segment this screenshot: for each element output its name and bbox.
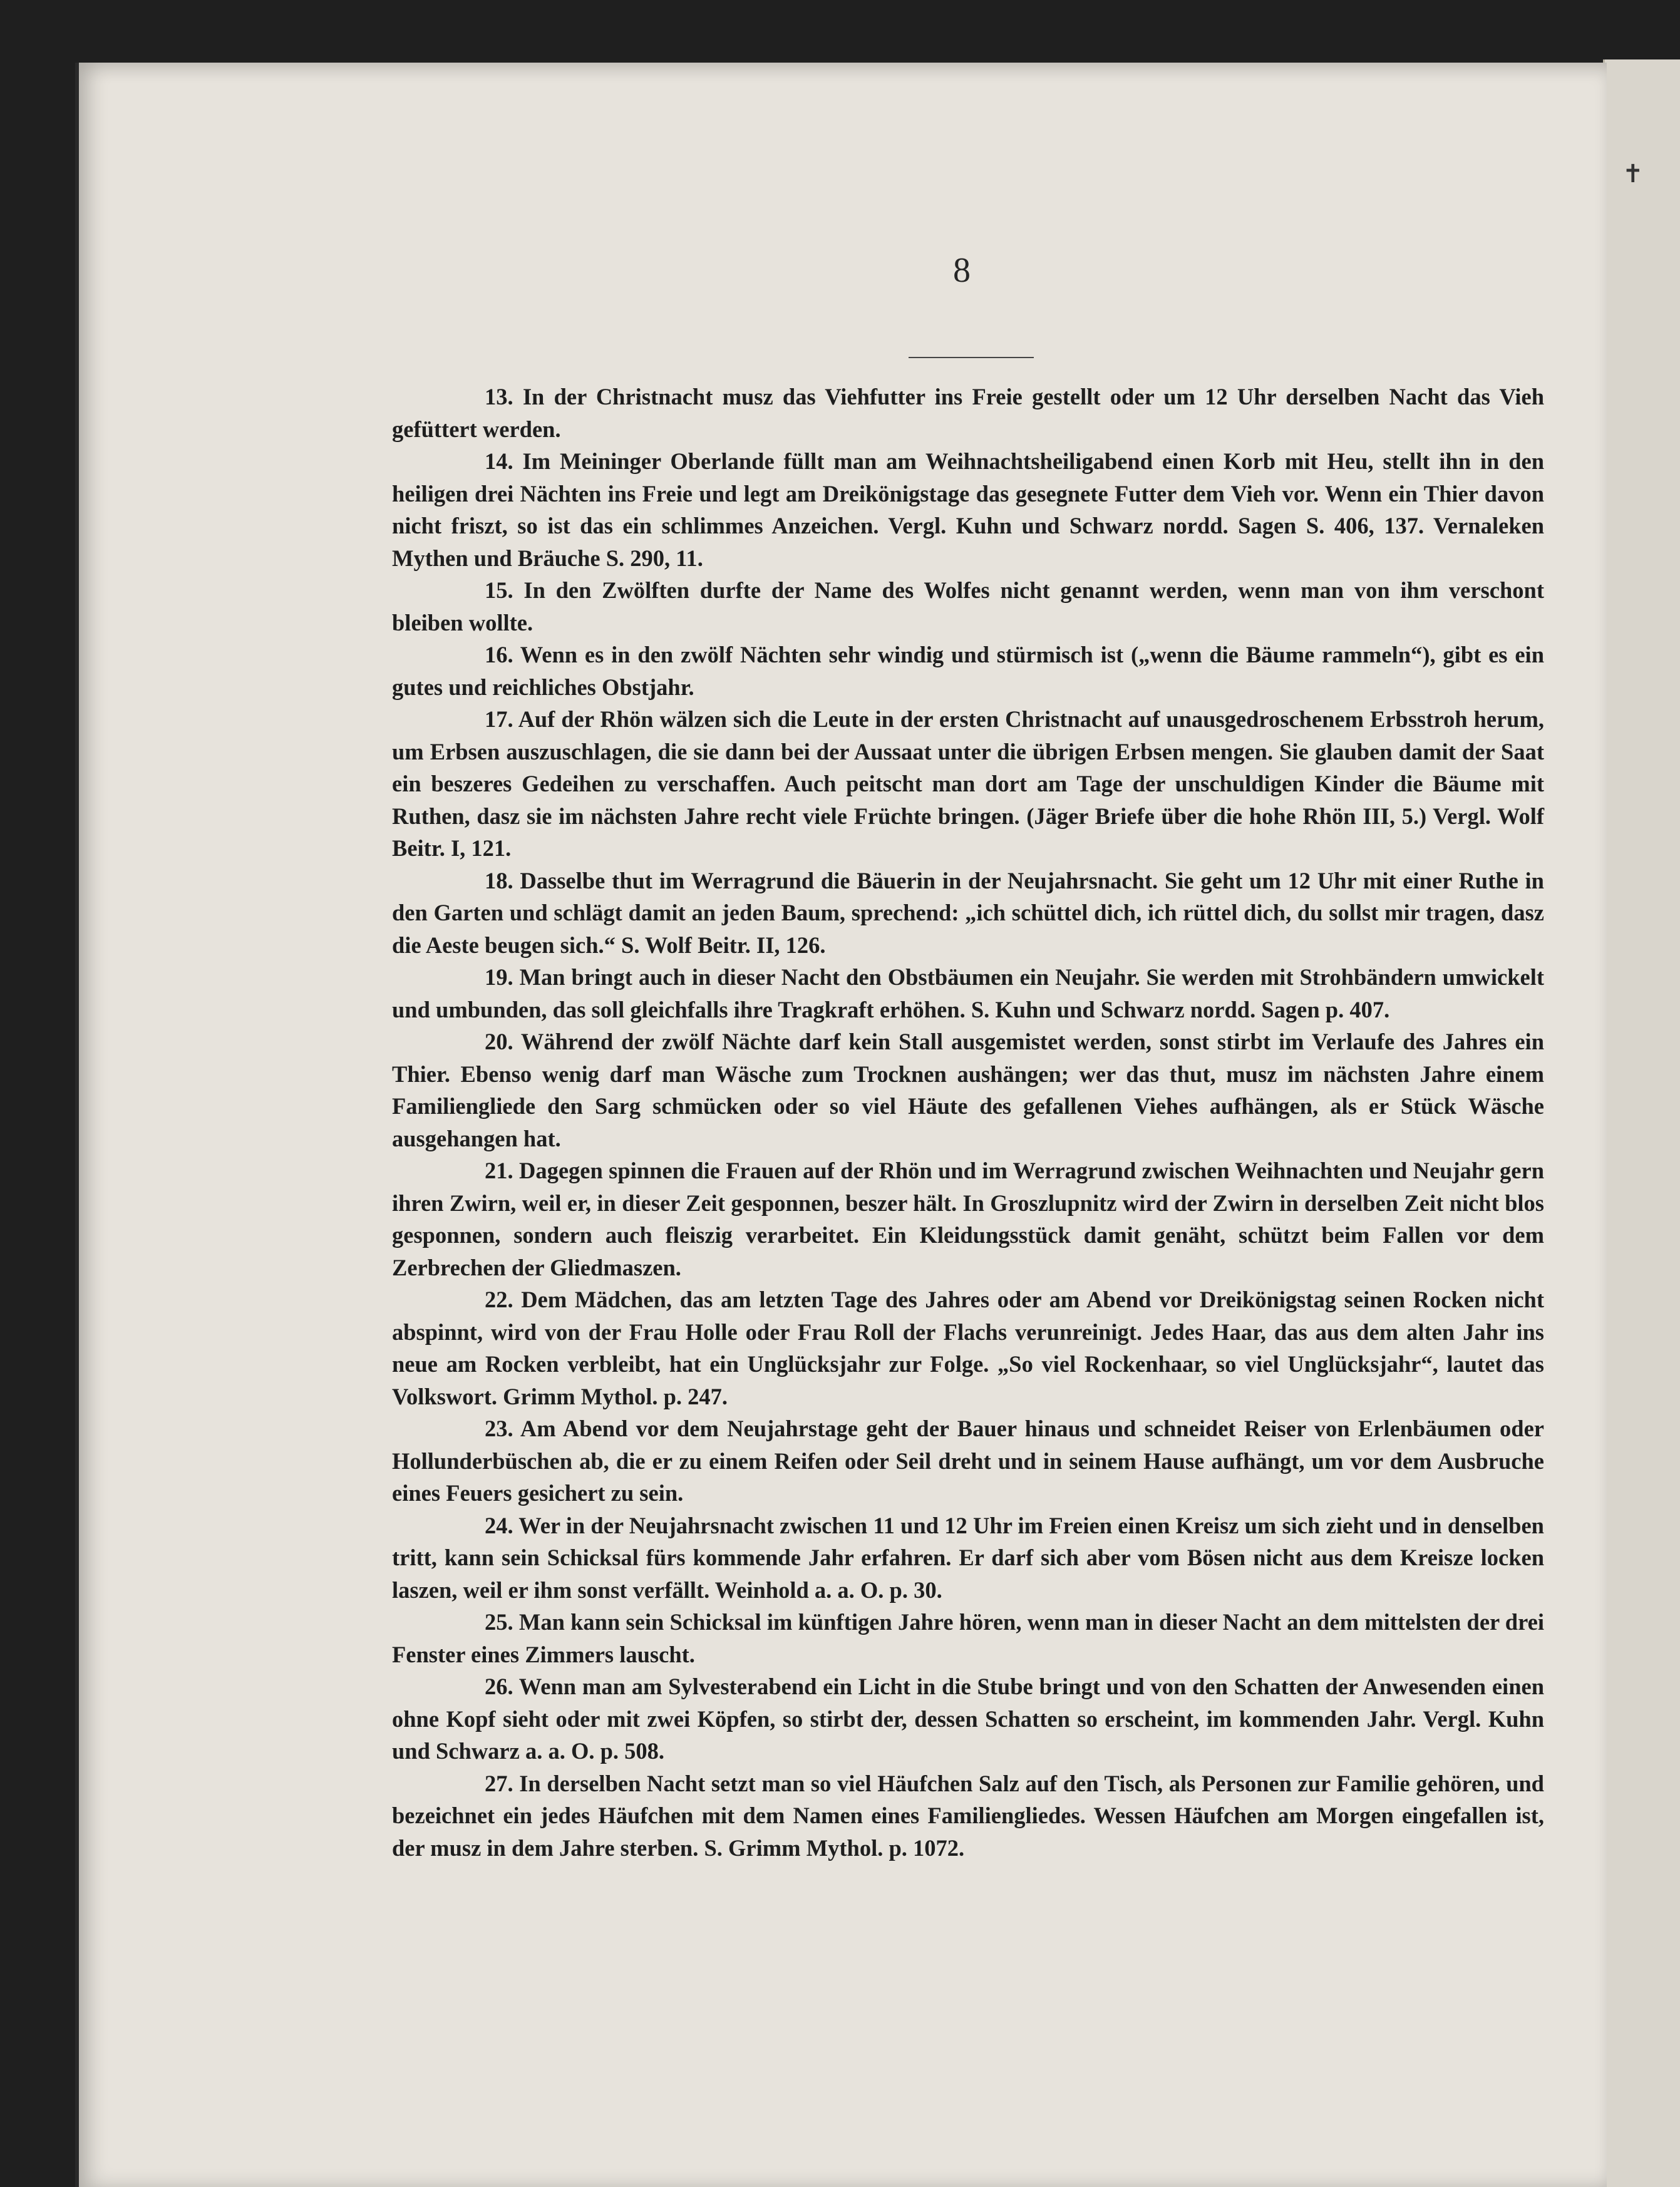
paragraph-25: 25. Man kann sein Schicksal im künftigen Jahre hören, wenn man in dieser Nacht an dem mittelsten der drei Fenster eines Zimmers lauscht. bbox=[392, 1609, 1544, 1667]
paragraph-21: 21. Dagegen spinnen die Frauen auf der Rhön und im Werragrund zwischen Weihnachten und Neujahr gern ihren Zwirn, weil er, in dieser Zeit gesponnen, beszer hält. In Groszlupnitz wird der Zwirn in derselben Zeit nicht blos gesponnen, sondern auch fleiszig verarbeitet. Ein Kleidungsstück damit genäht, schützt beim Fallen vor dem Zerbrechen der Gliedmaszen. bbox=[392, 1158, 1544, 1280]
paragraph-27: 27. In derselben Nacht setzt man so viel Häufchen Salz auf den Tisch, als Personen zur Familie gehören, und bezeichnet ein jedes Häufchen mit dem Namen eines Familiengliedes. Wessen Häufchen am Morgen eingefallen ist, der musz in dem Jahre sterben. S. Grimm Mythol. p. 1072. bbox=[392, 1770, 1544, 1861]
book-page bbox=[75, 63, 1607, 2187]
body-text bbox=[392, 381, 1544, 1864]
page-number: 8 bbox=[953, 251, 971, 290]
paragraph-26: 26. Wenn man am Sylvesterabend ein Licht in die Stube bringt und von den Schatten der Anwesenden einen ohne Kopf sieht oder mit zwei Köpfen, so stirbt der, dessen Schatten so erscheint, im kommenden Jahr. Vergl. Kuhn und Schwarz a. a. O. p. 508. bbox=[392, 1674, 1544, 1764]
paragraph-14: 14. Im Meininger Oberlande füllt man am Weihnachtsheiligabend einen Korb mit Heu, stellt ihn in den heiligen drei Nächten ins Freie und legt am Dreikönigstage das gesegnete Futter dem Vieh vor. Wenn ein Thier davon nicht friszt, so ist das ein schlimmes Anzeichen. Vergl. Kuhn und Schwarz nordd. Sagen S. 406, 137. Vernaleken Mythen und Bräuche S. 290, 11. bbox=[392, 448, 1544, 571]
paragraph-24: 24. Wer in der Neujahrsnacht zwischen 11 und 12 Uhr im Freien einen Kreisz um sich zieht und in denselben tritt, kann sein Schicksal fürs kommende Jahr erfahren. Er darf sich aber vom Bösen nicht aus dem Kreisze locken laszen, weil er ihm sonst verfällt. Weinhold a. a. O. p. 30. bbox=[392, 1512, 1544, 1603]
margin-mark: ✝ bbox=[1622, 160, 1644, 188]
header-rule bbox=[909, 357, 1034, 358]
paragraph-23: 23. Am Abend vor dem Neujahrstage geht der Bauer hinaus und schneidet Reiser von Erlenbäumen oder Hollunderbüschen ab, die er zu einem Reifen oder Seil dreht und in seinem Hause aufhängt, um vor dem Ausbruche eines Feuers gesichert zu sein. bbox=[392, 1416, 1544, 1506]
paragraph-22: 22. Dem Mädchen, das am letzten Tage des Jahres oder am Abend vor Dreikönigstag seinen Rocken nicht abspinnt, wird von der Frau Holle oder Frau Roll der Flachs verunreinigt. Jedes Haar, das aus dem alten Jahr ins neue am Rocken verbleibt, hat ein Unglücksjahr zur Folge. „So viel Rockenhaar, so viel Unglücksjahr“, lautet das Volkswort. Grimm Mythol. p. 247. bbox=[392, 1287, 1544, 1409]
paragraph-18: 18. Dasselbe thut im Werragrund die Bäuerin in der Neujahrsnacht. Sie geht um 12 Uhr mit einer Ruthe in den Garten und schlägt damit an jeden Baum, sprechend: „ich schüttel dich, ich rüttel dich, du sollst mir tragen, dasz die Aeste beugen sich.“ S. Wolf Beitr. II, 126. bbox=[392, 867, 1544, 958]
paragraph-13: 13. In der Christnacht musz das Viehfutter ins Freie gestellt oder um 12 Uhr derselben Nacht das Vieh gefüttert werden. bbox=[392, 384, 1544, 442]
paragraph-19: 19. Man bringt auch in dieser Nacht den Obstbäumen ein Neujahr. Sie werden mit Strohbändern umwickelt und umbunden, das soll gleichfalls ihre Tragkraft erhöhen. S. Kuhn und Schwarz nordd. Sagen p. 407. bbox=[392, 964, 1544, 1022]
adjacent-page-edge bbox=[1603, 59, 1680, 2187]
paragraph-20: 20. Während der zwölf Nächte darf kein Stall ausgemistet werden, sonst stirbt im Verlaufe des Jahres ein Thier. Ebenso wenig darf man Wäsche zum Trocknen aushängen; wer das thut, musz im nächsten Jahre einem Familiengliede den Sarg schmücken oder so viel Häute des gefallenen Viehes aufhängen, als er Stück Wäsche ausgehangen hat. bbox=[392, 1029, 1544, 1151]
paragraph-16: 16. Wenn es in den zwölf Nächten sehr windig und stürmisch ist („wenn die Bäume rammeln“), gibt es ein gutes und reichliches Obstjahr. bbox=[392, 642, 1544, 700]
paragraph-15: 15. In den Zwölften durfte der Name des Wolfes nicht genannt werden, wenn man von ihm verschont bleiben wollte. bbox=[392, 577, 1544, 636]
paragraph-17: 17. Auf der Rhön wälzen sich die Leute in der ersten Christnacht auf unausgedroschenem Erbsstroh herum, um Erbsen auszuschlagen, die sie dann bei der Aussaat unter die übrigen Erbsen mengen. Sie glauben damit der Saat ein beszeres Gedeihen zu verschaffen. Auch peitscht man dort am Tage der unschuldigen Kinder die Bäume mit Ruthen, dasz sie im nächsten Jahre recht viele Früchte bringen. (Jäger Briefe über die hohe Rhön III, 5.) Vergl. Wolf Beitr. I, 121. bbox=[392, 706, 1544, 861]
